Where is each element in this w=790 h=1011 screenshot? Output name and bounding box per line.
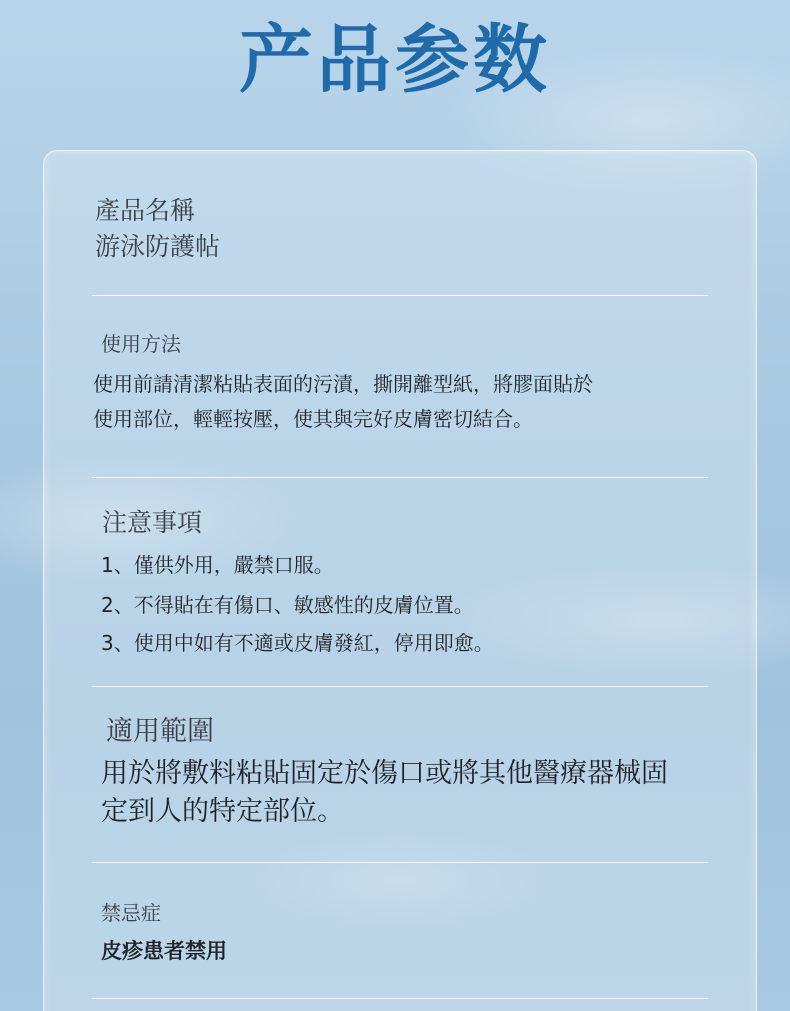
scope-text-line: 用於將敷料粘貼固定於傷口或將其他醫療器械固: [101, 758, 668, 789]
section-divider: [92, 998, 708, 999]
usage-text-line: 使用前請清潔粘貼表面的污漬，撕開離型紙，將膠面貼於: [93, 372, 593, 396]
precautions-label: 注意事項: [102, 508, 203, 537]
product-name-value: 游泳防護帖: [95, 232, 221, 261]
scope-label: 適用範圍: [106, 716, 214, 747]
parameter-card: [43, 150, 757, 1011]
section-divider: [92, 295, 708, 296]
product-name-label: 產品名稱: [95, 196, 196, 225]
section-divider: [92, 477, 708, 478]
usage-label: 使用方法: [101, 332, 181, 356]
page-title: 产品参数: [239, 17, 551, 103]
precaution-item: 2、不得貼在有傷口、敏感性的皮膚位置。: [101, 593, 474, 617]
contraindications-label: 禁忌症: [101, 901, 161, 925]
precaution-item: 1、僅供外用，嚴禁口服。: [101, 553, 334, 577]
section-divider: [92, 686, 708, 687]
contraindications-value: 皮疹患者禁用: [101, 939, 227, 963]
usage-text-line: 使用部位，輕輕按壓，使其與完好皮膚密切結合。: [93, 407, 533, 431]
scope-text-line: 定到人的特定部位。: [101, 796, 344, 827]
precaution-item: 3、使用中如有不適或皮膚發紅，停用即愈。: [101, 631, 494, 655]
section-divider: [92, 862, 708, 863]
